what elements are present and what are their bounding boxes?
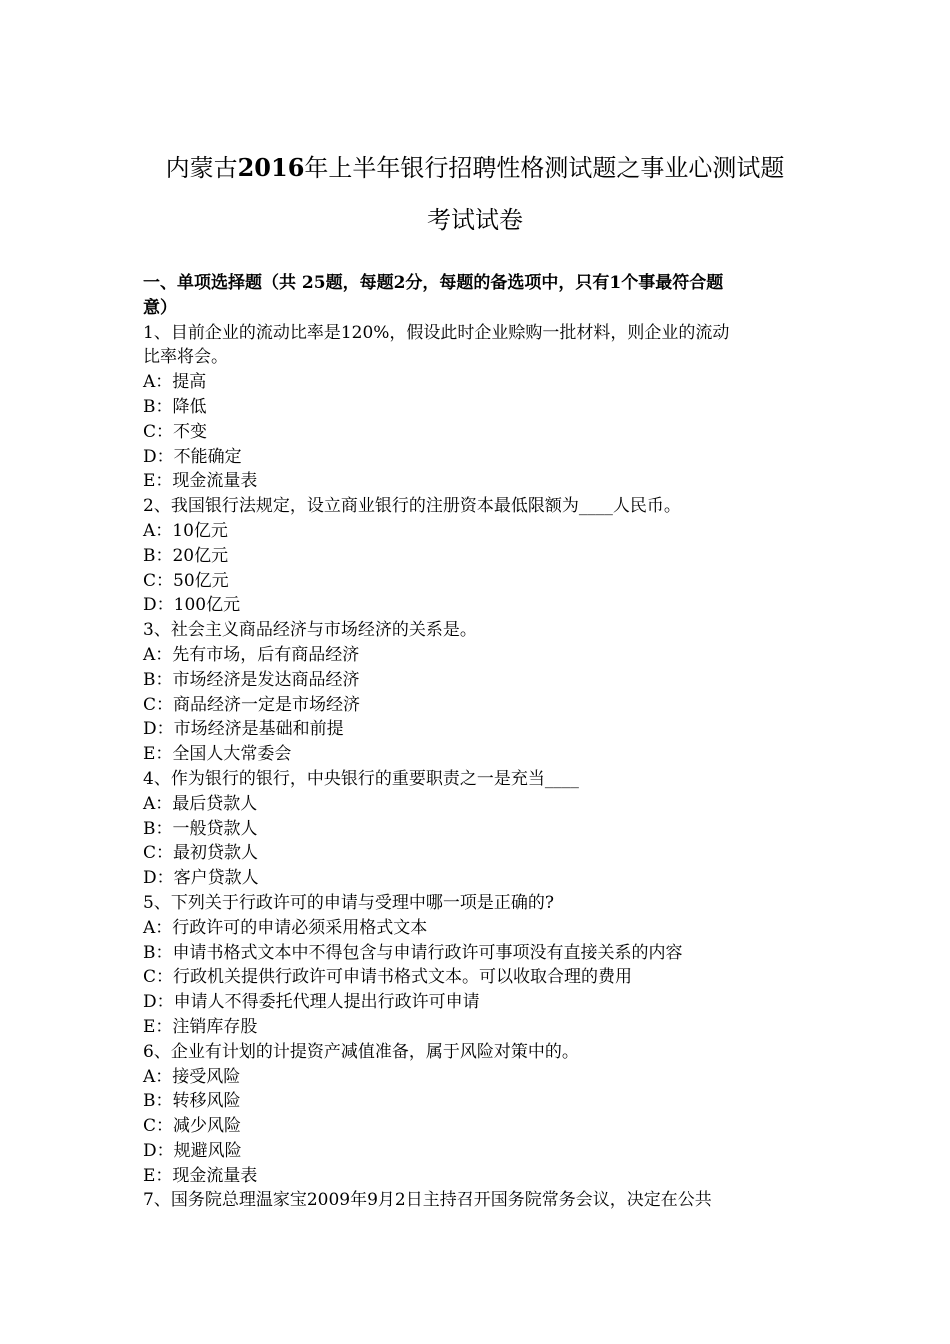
question-item [143, 1188, 808, 1213]
title-suffix: 年上半年银行招聘性格测试题之事业心测试题 [304, 154, 785, 182]
document-title-line-1 [100, 153, 850, 183]
answer-option: C：最初贷款人 [143, 843, 259, 864]
exam-content [143, 271, 808, 1213]
answer-option: A：先有市场，后有商品经济 [143, 644, 360, 665]
answer-option: B：申请书格式文本中不得包含与申请行政许可事项没有直接关系的内容 [143, 942, 683, 963]
answer-option: C：商品经济一定是市场经济 [143, 694, 361, 715]
question-stem: 6、企业有计划的计提资产减值准备，属于风险对策中的。 [143, 1041, 579, 1062]
question-item [143, 767, 808, 891]
answer-option: D：100亿元 [143, 595, 241, 616]
question-stem: 5、下列关于行政许可的申请与受理中哪一项是正确的? [143, 892, 554, 913]
answer-option: C：行政机关提供行政许可申请书格式文本。可以收取合理的费用 [143, 967, 633, 988]
answer-option: A：接受风险 [143, 1066, 241, 1087]
answer-option: A：10亿元 [143, 520, 228, 541]
answer-option: C：不变 [143, 421, 208, 442]
answer-option: B：20亿元 [143, 545, 229, 566]
question-item [143, 494, 808, 618]
answer-option: A：最后贷款人 [143, 793, 258, 814]
answer-option: B：市场经济是发达商品经济 [143, 669, 360, 690]
answer-option: B：降低 [143, 396, 207, 417]
answer-option: B：一般贷款人 [143, 818, 258, 839]
answer-option: D：市场经济是基础和前提 [143, 719, 344, 740]
question-item [143, 1040, 808, 1189]
question-stem: 4、作为银行的银行，中央银行的重要职责之一是充当____ [143, 768, 579, 789]
question-item [143, 321, 808, 495]
title-year: 2016 [237, 153, 305, 182]
answer-option: D：客户贷款人 [143, 868, 259, 889]
document-title-line-2: 考试试卷 [427, 206, 523, 234]
question-stem: 3、社会主义商品经济与市场经济的关系是。 [143, 620, 477, 641]
answer-option: D：申请人不得委托代理人提出行政许可申请 [143, 992, 480, 1013]
answer-option: E：现金流量表 [143, 1165, 258, 1186]
question-list [143, 321, 808, 1214]
section-heading-line: 意） [143, 297, 177, 318]
answer-option: D：不能确定 [143, 446, 242, 467]
answer-option: E：现金流量表 [143, 471, 258, 492]
answer-option: E：全国人大常委会 [143, 744, 292, 765]
question-stem: 2、我国银行法规定，设立商业银行的注册资本最低限额为____人民币。 [143, 496, 681, 517]
answer-option: D：规避风险 [143, 1140, 242, 1161]
question-stem: 1、目前企业的流动比率是120%，假设此时企业赊购一批材料，则企业的流动 [143, 322, 730, 343]
section-heading-line: 一、单项选择题（共 25题，每题2分，每题的备选项中，只有1个事最符合题 [143, 273, 724, 293]
title-prefix: 内蒙古 [165, 154, 238, 182]
section-heading [143, 271, 808, 321]
answer-option: A：行政许可的申请必须采用格式文本 [143, 917, 428, 938]
question-item [143, 618, 808, 767]
question-stem: 7、国务院总理温家宝2009年9月2日主持召开国务院常务会议，决定在公共 [143, 1190, 712, 1211]
answer-option: C：减少风险 [143, 1116, 242, 1137]
question-item [143, 891, 808, 1040]
question-stem: 比率将会。 [143, 347, 228, 368]
answer-option: E：注销库存股 [143, 1016, 258, 1037]
answer-option: A：提高 [143, 372, 207, 393]
answer-option: C：50亿元 [143, 570, 229, 591]
answer-option: B：转移风险 [143, 1091, 241, 1112]
